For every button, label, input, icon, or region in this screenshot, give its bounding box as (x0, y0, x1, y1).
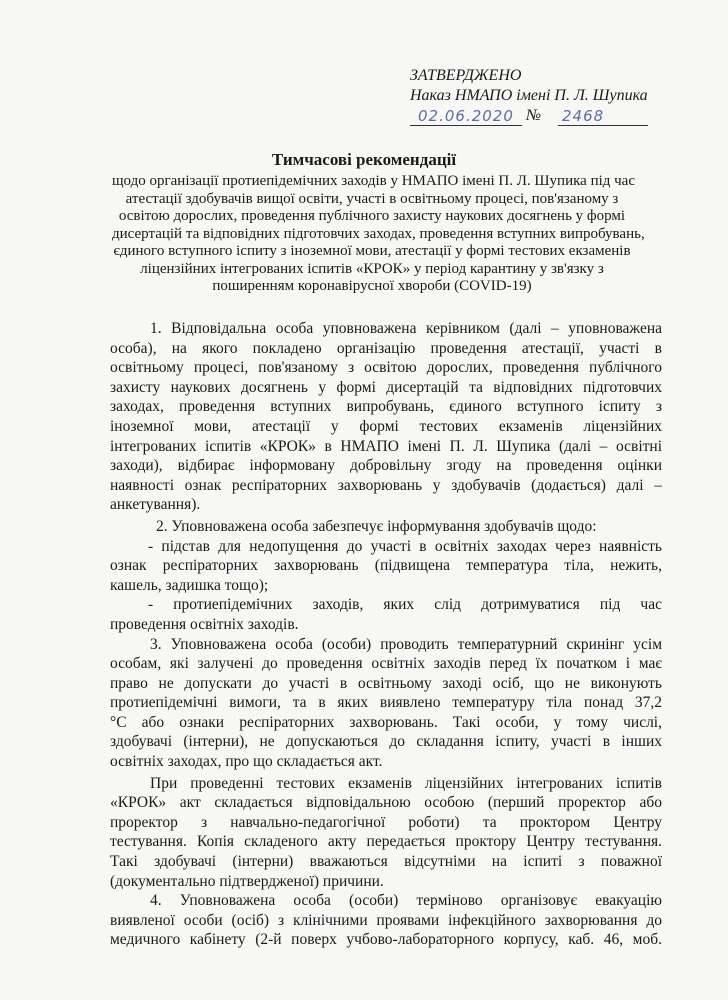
body-line: проректор з навчально-педагогічної роботи) та проктором Центру (110, 813, 662, 831)
body-line: заходи), відбирає інформовану добровільну згоду на проведення оцінки (110, 457, 662, 475)
body-line: інтегрованих іспитів «КРОК» в НМАПО імені П. Л. Шупика (далі – освітні (110, 437, 662, 455)
body-line: 3. Уповноважена особа (особи) проводить температурний скринінг усім (150, 635, 662, 653)
paragraph-2 (110, 517, 662, 635)
subtitle-line: єдиного вступного іспиту з іноземної мови, атестації у формі тестових екзаменів (113, 243, 631, 259)
body-line: протиепідемічні вимоги, та в якиx виявлено температуру тіла понад 37,2 (110, 694, 662, 712)
body-line: особа), на якого покладено організацію проведення атестації, участі в (110, 339, 662, 357)
body-line: 2. Уповноважена особа забезпечує інформування здобувачів щодо: (156, 517, 597, 535)
paragraph-4 (110, 891, 662, 950)
body-line: заходах, проведення вступних випробувань, єдиного вступного іспиту з (110, 398, 662, 416)
body-line: Такі здобувачі (інтерни) вважаються відсутніми на іспиті з поважної (110, 853, 662, 871)
order-date-number (410, 106, 660, 128)
body-line: освітньому процесі, пов'язаному з освітою дорослих, проведення публічного (110, 359, 662, 377)
body-line: ознак респіраторних захворювань (підвищена температура тіла, нежить, (110, 557, 662, 575)
body-line: виявленої особи (осіб) з клінічними проявами інфекційного захворювання до (110, 911, 662, 929)
paragraph-3 (110, 635, 662, 772)
document-body (110, 319, 662, 950)
subtitle-line: атестації здобувачів вищої освіти, участі в освітньому процесі, пов'язаному з (125, 190, 619, 207)
approval-block (410, 66, 660, 128)
body-line: При проведенні тестових екзаменів ліцензійних інтегрованих іспитів (150, 774, 662, 792)
body-line: - підстав для недопущення до участі в освітніх заходах через наявність (148, 537, 662, 555)
paragraph-3-continued (110, 774, 662, 892)
body-line: наявності ознак респіраторних захворювань у здобувачів (додається) далі – (110, 476, 662, 494)
body-line: 4. Уповноважена особа (особи) терміново організовує евакуацію (150, 892, 662, 910)
body-line: анкетування). (110, 496, 201, 514)
body-line: освітніх заходах, про що складається акт. (110, 753, 383, 771)
subtitle-line: щодо організації протиепідемічних заходів у НМАПО імені П. Л. Шупика під час (112, 173, 636, 189)
number-sign: № (526, 107, 542, 124)
order-date: 02.06.2020 (418, 107, 514, 125)
date-underline (410, 125, 522, 126)
order-number: 2468 (562, 107, 605, 125)
number-underline (558, 125, 648, 126)
body-line: захисту наукових досягнень у формі дисертацій та відповідних підготовчих (110, 378, 662, 396)
document-title: Тимчасові рекомендації (271, 150, 457, 169)
approval-heading: ЗАТВЕРДЖЕНО (410, 67, 522, 84)
approval-order: Наказ НМАПО імені П. Л. Шупика (410, 87, 648, 104)
document-subtitle (112, 173, 645, 296)
body-line: (документально підтвердженої) причини. (110, 872, 384, 890)
body-line: особам, які залучені до проведення освітніх заходів перед їх початком і має (110, 655, 662, 673)
body-line: проведення освітніх заходів. (110, 615, 299, 633)
subtitle-line: дисертацій та відповідних підготовчих заходах, проведення вступних випробувань, (112, 225, 645, 242)
body-line: - протиепідемічних заходів, яких слід дотримуватися під час (148, 596, 662, 614)
body-line: °С або ознаки респіраторних захворювань. Такі особи, у тому числі, (110, 713, 662, 731)
paragraph-1 (110, 319, 662, 515)
subtitle-line: поширенням коронавірусної хвороби (COVID-19) (212, 278, 532, 294)
body-line: кашель, задишка тощо); (110, 576, 269, 594)
subtitle-line: освітою дорослих, проведення публічного захисту наукових досягнень у формі (118, 208, 626, 224)
body-line: «КРОК» акт складається відповідальною особою (перший проректор або (110, 794, 662, 812)
body-line: здобувачі (інтерни), не допускаються до складання іспиту, участі в інших (110, 733, 662, 751)
body-line: медичного кабінету (2-й поверх учбово-лабораторного корпусу, каб. 46, моб. (110, 931, 662, 949)
body-line: право не допускати до участі в освітньому заході осіб, що не виконують (110, 674, 662, 692)
subtitle-line: ліцензійних інтегрованих іспитів «КРОК» у період карантину у зв'язку з (140, 260, 604, 277)
body-line: тестування. Копія складеного акту передається проктору Центру тестування. (110, 833, 662, 851)
body-line: іноземної мови, атестації у формі тестових екзаменів ліцензійних (110, 417, 662, 435)
body-line: 1. Відповідальна особа уповноважена керівником (далі – уповноважена (150, 320, 662, 337)
